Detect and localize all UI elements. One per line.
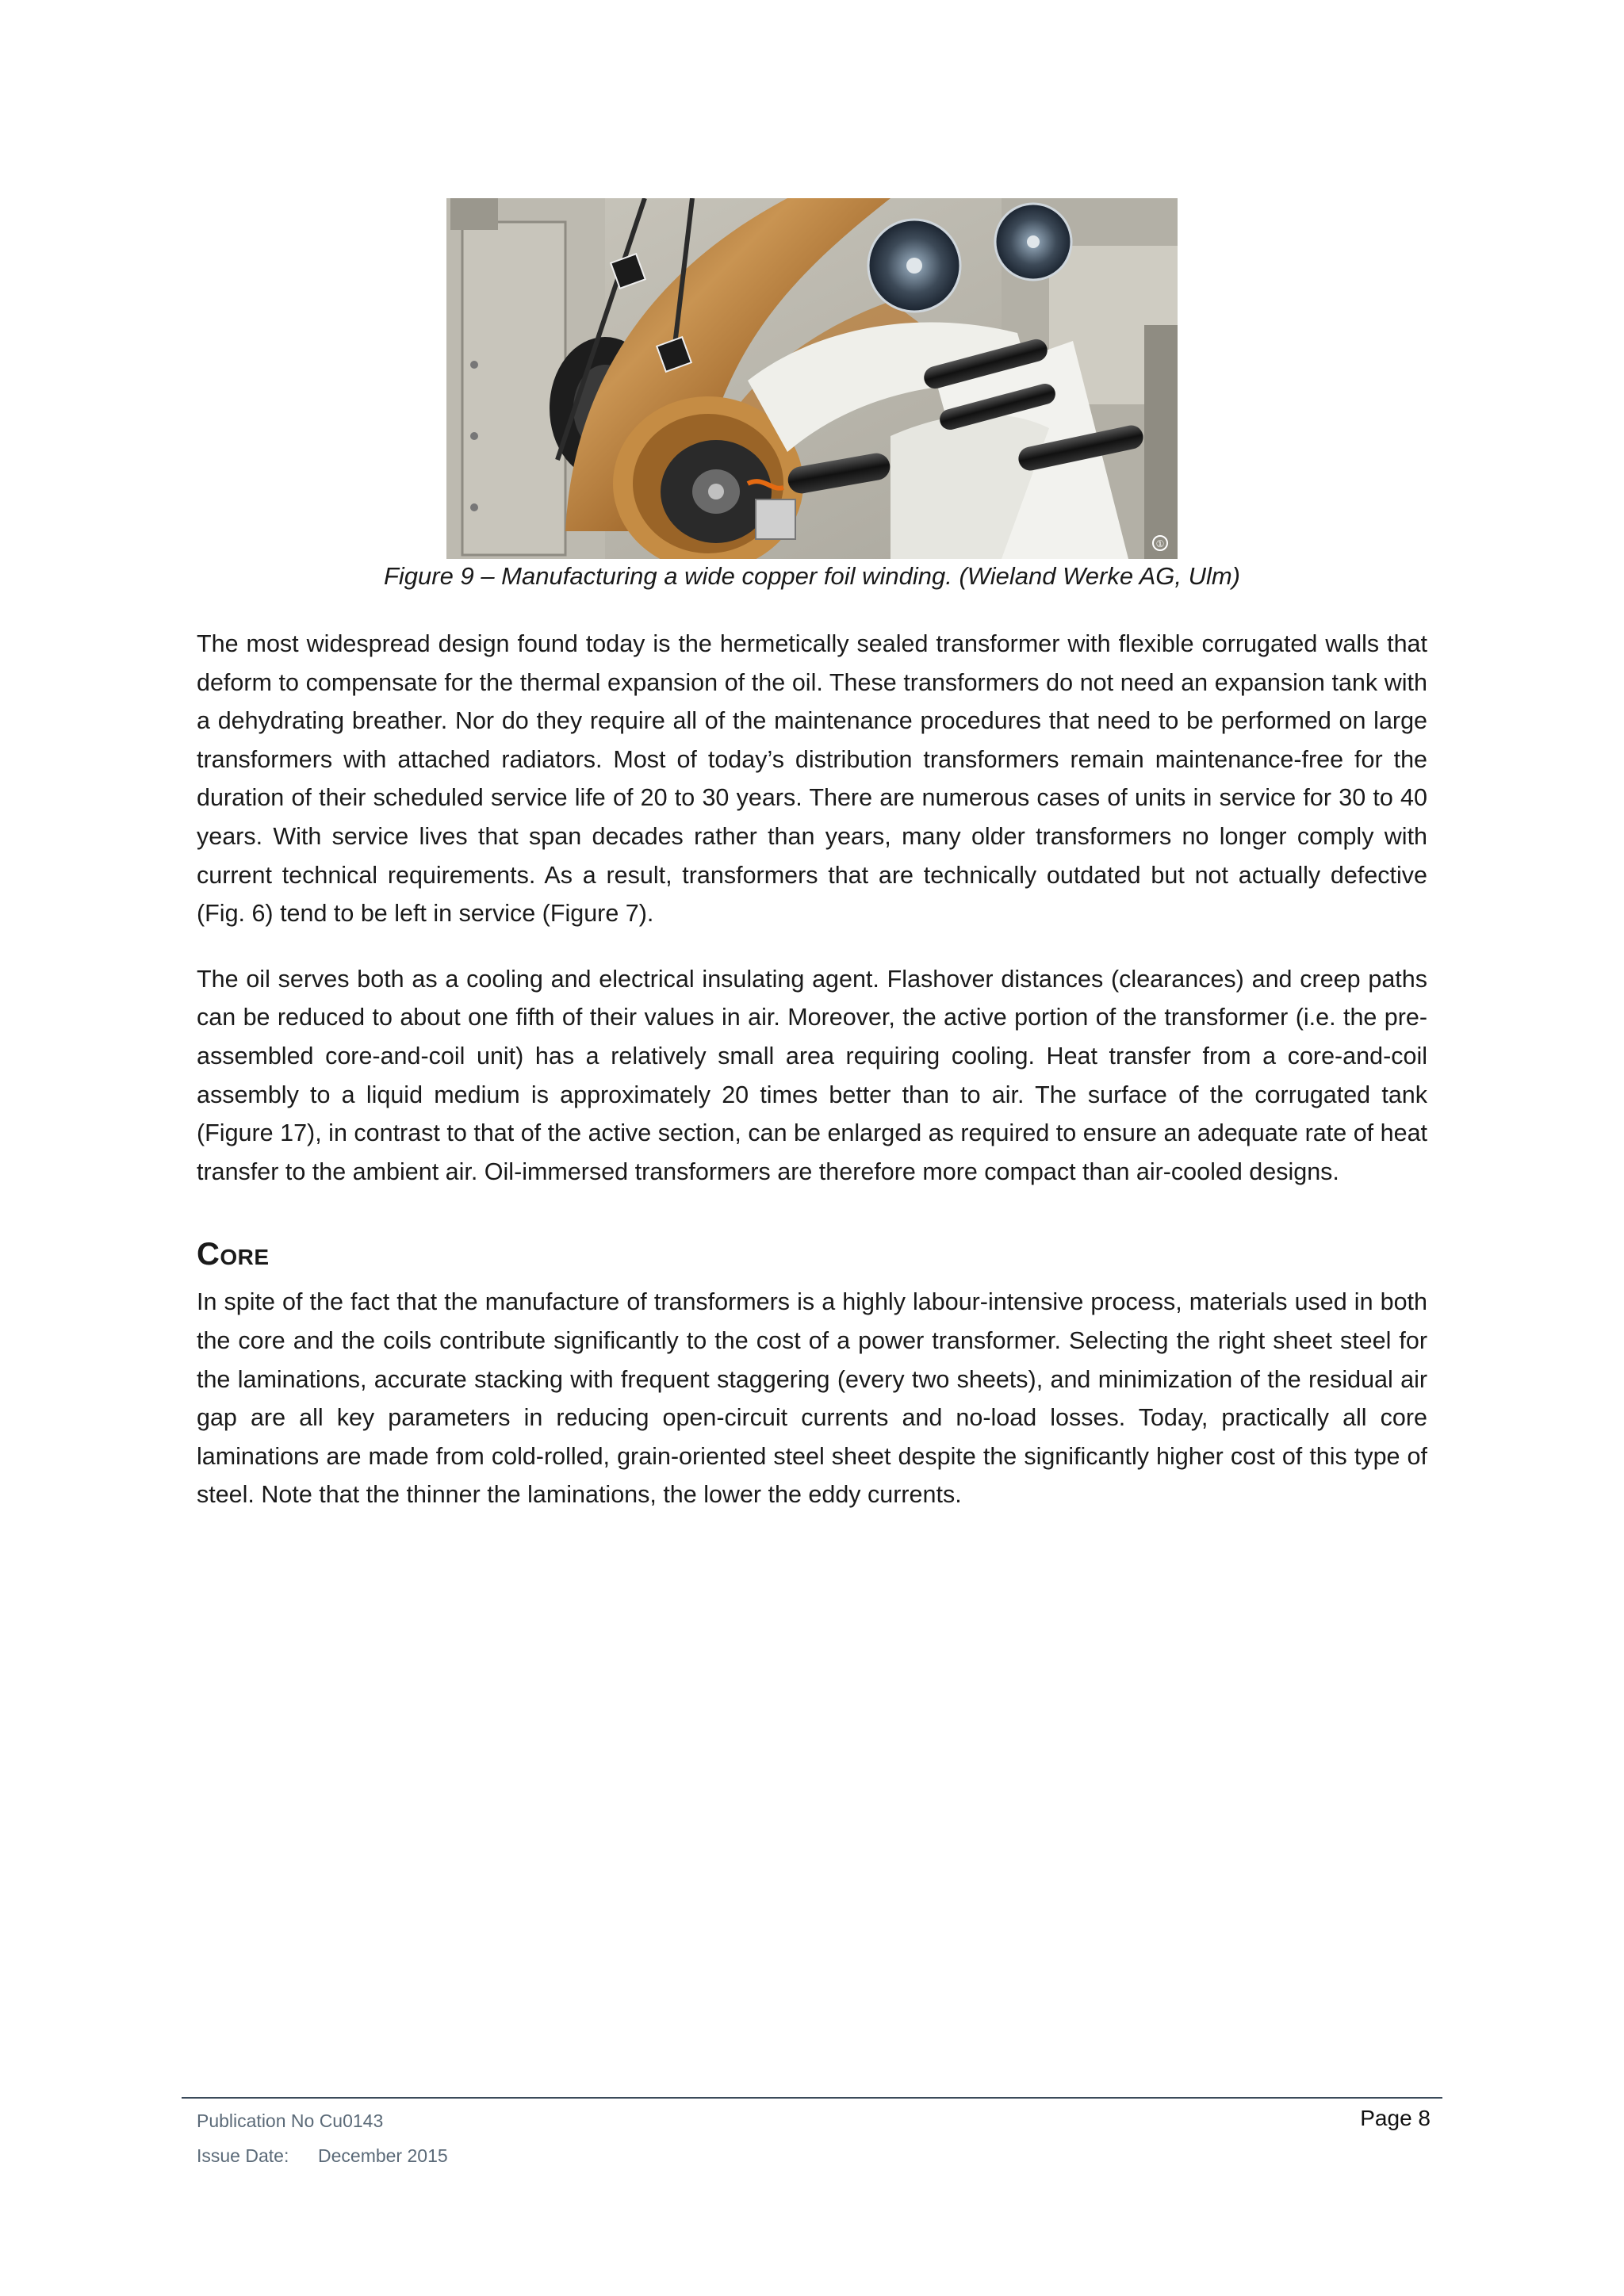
figure-photo [446,198,1178,559]
footer-divider [182,2097,1442,2099]
page-number: Page 8 [1360,2106,1431,2130]
publication-number: Publication No Cu0143 [197,2110,384,2131]
issue-date [197,2144,448,2168]
body-paragraph-1: The most widespread design found today is the hermetically sealed transformer with flexible corrugated walls that deform to compensate for the thermal expansion of the oil. These transformers do not need an expansion tank with a dehydrating breather. Nor do they require all of the maintenance procedures that need to be performed on large transformers with attached radiators. Most of today’s distribution transformers remain maintenance-free for the duration of their scheduled service life of 20 to 30 years. There are numerous cases of units in service for 30 to 40 years. With service lives that span decades rather than years, many older transformers no longer comply with current technical requirements. As a result, transformers that are technically outdated but not actually defective (Fig. 6) tend to be left in service (Figure 7). [197,630,1427,928]
copper-foil-winding-image [446,198,1178,559]
figure-caption: Figure 9 – Manufacturing a wide copper foil winding. (Wieland Werke AG, Ulm) [383,562,1241,590]
issue-date-label: Issue Date: [197,2145,289,2166]
body-paragraph-2: The oil serves both as a cooling and electrical insulating agent. Flashover distances (clearances) and creep paths can be reduced to about one fifth of their values in air. Moreover, the active portion of the transformer (i.e. the pre-assembled core-and-coil unit) has a relatively small area requiring cooling. Heat transfer from a core-and-coil assembly to a liquid medium is approximately 20 times better than to air. The surface of the corrugated tank (Figure 17), in contrast to that of the active section, can be enlarged as required to ensure an adequate rate of heat transfer to the ambient air. Oil-immersed transformers are therefore more compact than air-cooled designs. [197,965,1427,1185]
main-content [197,625,1427,1541]
issue-date-value: December 2015 [318,2145,448,2166]
figure-number-badge: ① [1155,538,1165,549]
section-heading-core: Core [197,1237,270,1272]
core-paragraph: In spite of the fact that the manufacture of transformers is a highly labour-intensive process, materials used in both the core and the coils contribute significantly to the cost of a power transformer. Selecting the right sheet steel for the laminations, accurate stacking with frequent staggering (every two sheets), and minimization of the residual air gap are all key parameters in reducing open-circuit currents and no-load losses. Today, practically all core laminations are made from cold-rolled, grain-oriented steel sheet despite the significantly higher cost of this type of steel. Note that the thinner the laminations, the lower the eddy currents. [197,1288,1427,1509]
